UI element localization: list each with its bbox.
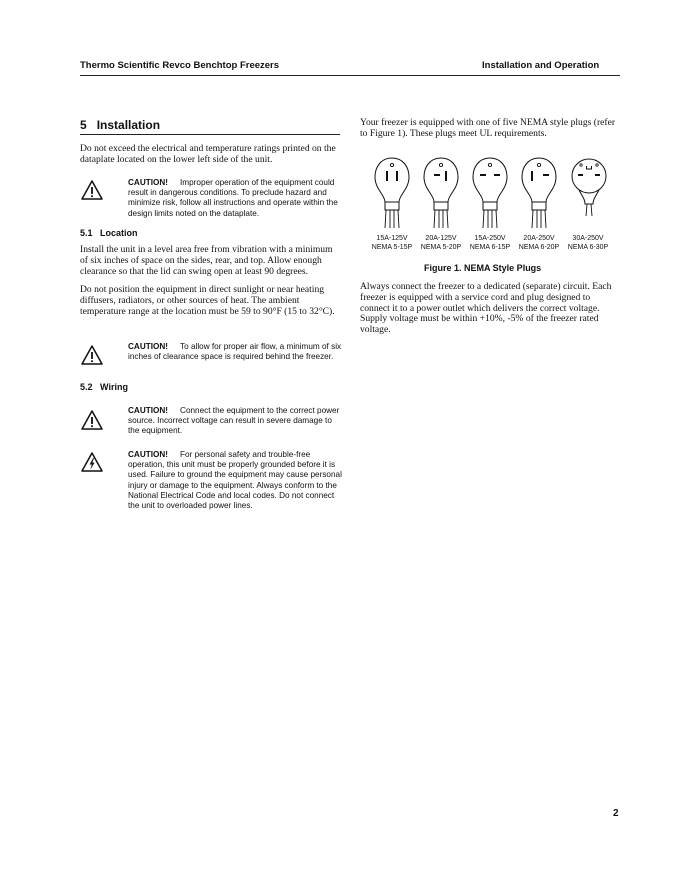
caution-1: [128, 178, 343, 219]
location-paragraph-1: Install the unit in a level area free from vibration with a minimum of six inches of space on the sides, rear, and top. Allow enough clearance so that the lid can swing open at least 90 degrees.: [80, 244, 333, 277]
nema-plugs-figure: [360, 152, 622, 234]
caution-3-label: CAUTION!: [128, 406, 169, 415]
section-5-2-title: Wiring: [100, 382, 128, 392]
plug-caption-6-20p: 20A-250V NEMA 6-20P: [518, 235, 560, 251]
plug-caption-6-30p: 30A-250V NEMA 6-30P: [567, 235, 609, 251]
section-5-2-number: 5.2: [80, 382, 93, 392]
section-5-title: Installation: [96, 118, 161, 132]
plug-5-20p-icon: [424, 158, 458, 228]
plug-6-30p-icon: [572, 159, 606, 216]
section-5-2-heading: [80, 382, 128, 392]
caution-1-text: Improper operation of the equipment could result in dangerous conditions. To preclude hazard and minimize risk, follow all instructions and operate within the design limits noted on the dataplate.: [128, 178, 338, 218]
circuit-paragraph: Always connect the freezer to a dedicated (separate) circuit. Each freezer is equipped with a service cord and plug designed to connect it to a power outlet which delivers the correct voltage. Supply voltage must be within +10%, -5% of the freezer rated voltage.: [360, 281, 612, 336]
figure-1-caption: Figure 1. NEMA Style Plugs: [424, 263, 542, 273]
caution-3: [128, 406, 343, 437]
section-5-1-title: Location: [100, 228, 138, 238]
section-5-rule: [80, 134, 340, 135]
plug-caption-5-20p: 20A-125V NEMA 5-20P: [420, 235, 462, 251]
section-5-1-heading: [80, 228, 138, 238]
caution-2: [128, 342, 343, 362]
section-5-heading: [80, 118, 160, 132]
location-paragraph-2: Do not position the equipment in direct sunlight or near heating diffusers, radiators, or other sources of heat. The ambient temperature range at the location must be 59 to 90°F (15 to 32°C).: [80, 284, 335, 317]
caution-3-text: Connect the equipment to the correct power source. Incorrect voltage can result in severe damage to the equipment.: [128, 406, 340, 436]
warning-icon: [81, 179, 103, 201]
caution-1-label: CAUTION!: [128, 178, 169, 187]
warning-icon: [81, 344, 103, 366]
warning-icon: [81, 409, 103, 431]
plugs-intro: Your freezer is equipped with one of five NEMA style plugs (refer to Figure 1). These plugs meet UL requirements.: [360, 117, 616, 139]
running-header-right: Installation and Operation: [482, 60, 600, 71]
caution-2-label: CAUTION!: [128, 342, 169, 351]
caution-4: [128, 450, 343, 511]
caution-2-text: To allow for proper air flow, a minimum of six inches of clearance space is required behind the freezer.: [128, 342, 342, 362]
header-rule: [80, 75, 620, 76]
section-5-number: 5: [80, 118, 87, 132]
plug-6-20p-icon: [522, 158, 556, 228]
page-number: 2: [613, 808, 619, 819]
electrical-hazard-icon: [81, 451, 103, 473]
section-5-1-number: 5.1: [80, 228, 93, 238]
plug-6-15p-icon: [473, 158, 507, 228]
section-5-intro: Do not exceed the electrical and temperature ratings printed on the dataplate located on the lower left side of the unit.: [80, 143, 336, 165]
caution-4-text: For personal safety and trouble-free operation, this unit must be properly grounded before it is used. Failure to ground the equipment may cause personal injury or damage to the equipment. Always conform to the National Electrical Code and local codes. Do not connect the unit to overloaded power lines.: [128, 450, 342, 511]
running-header-left: Thermo Scientific Revco Benchtop Freezers: [80, 60, 280, 71]
caution-4-label: CAUTION!: [128, 450, 169, 459]
plug-caption-5-15p: 15A-125V NEMA 5-15P: [371, 235, 413, 251]
plug-caption-6-15p: 15A-250V NEMA 6-15P: [469, 235, 511, 251]
plug-5-15p-icon: [375, 158, 409, 228]
